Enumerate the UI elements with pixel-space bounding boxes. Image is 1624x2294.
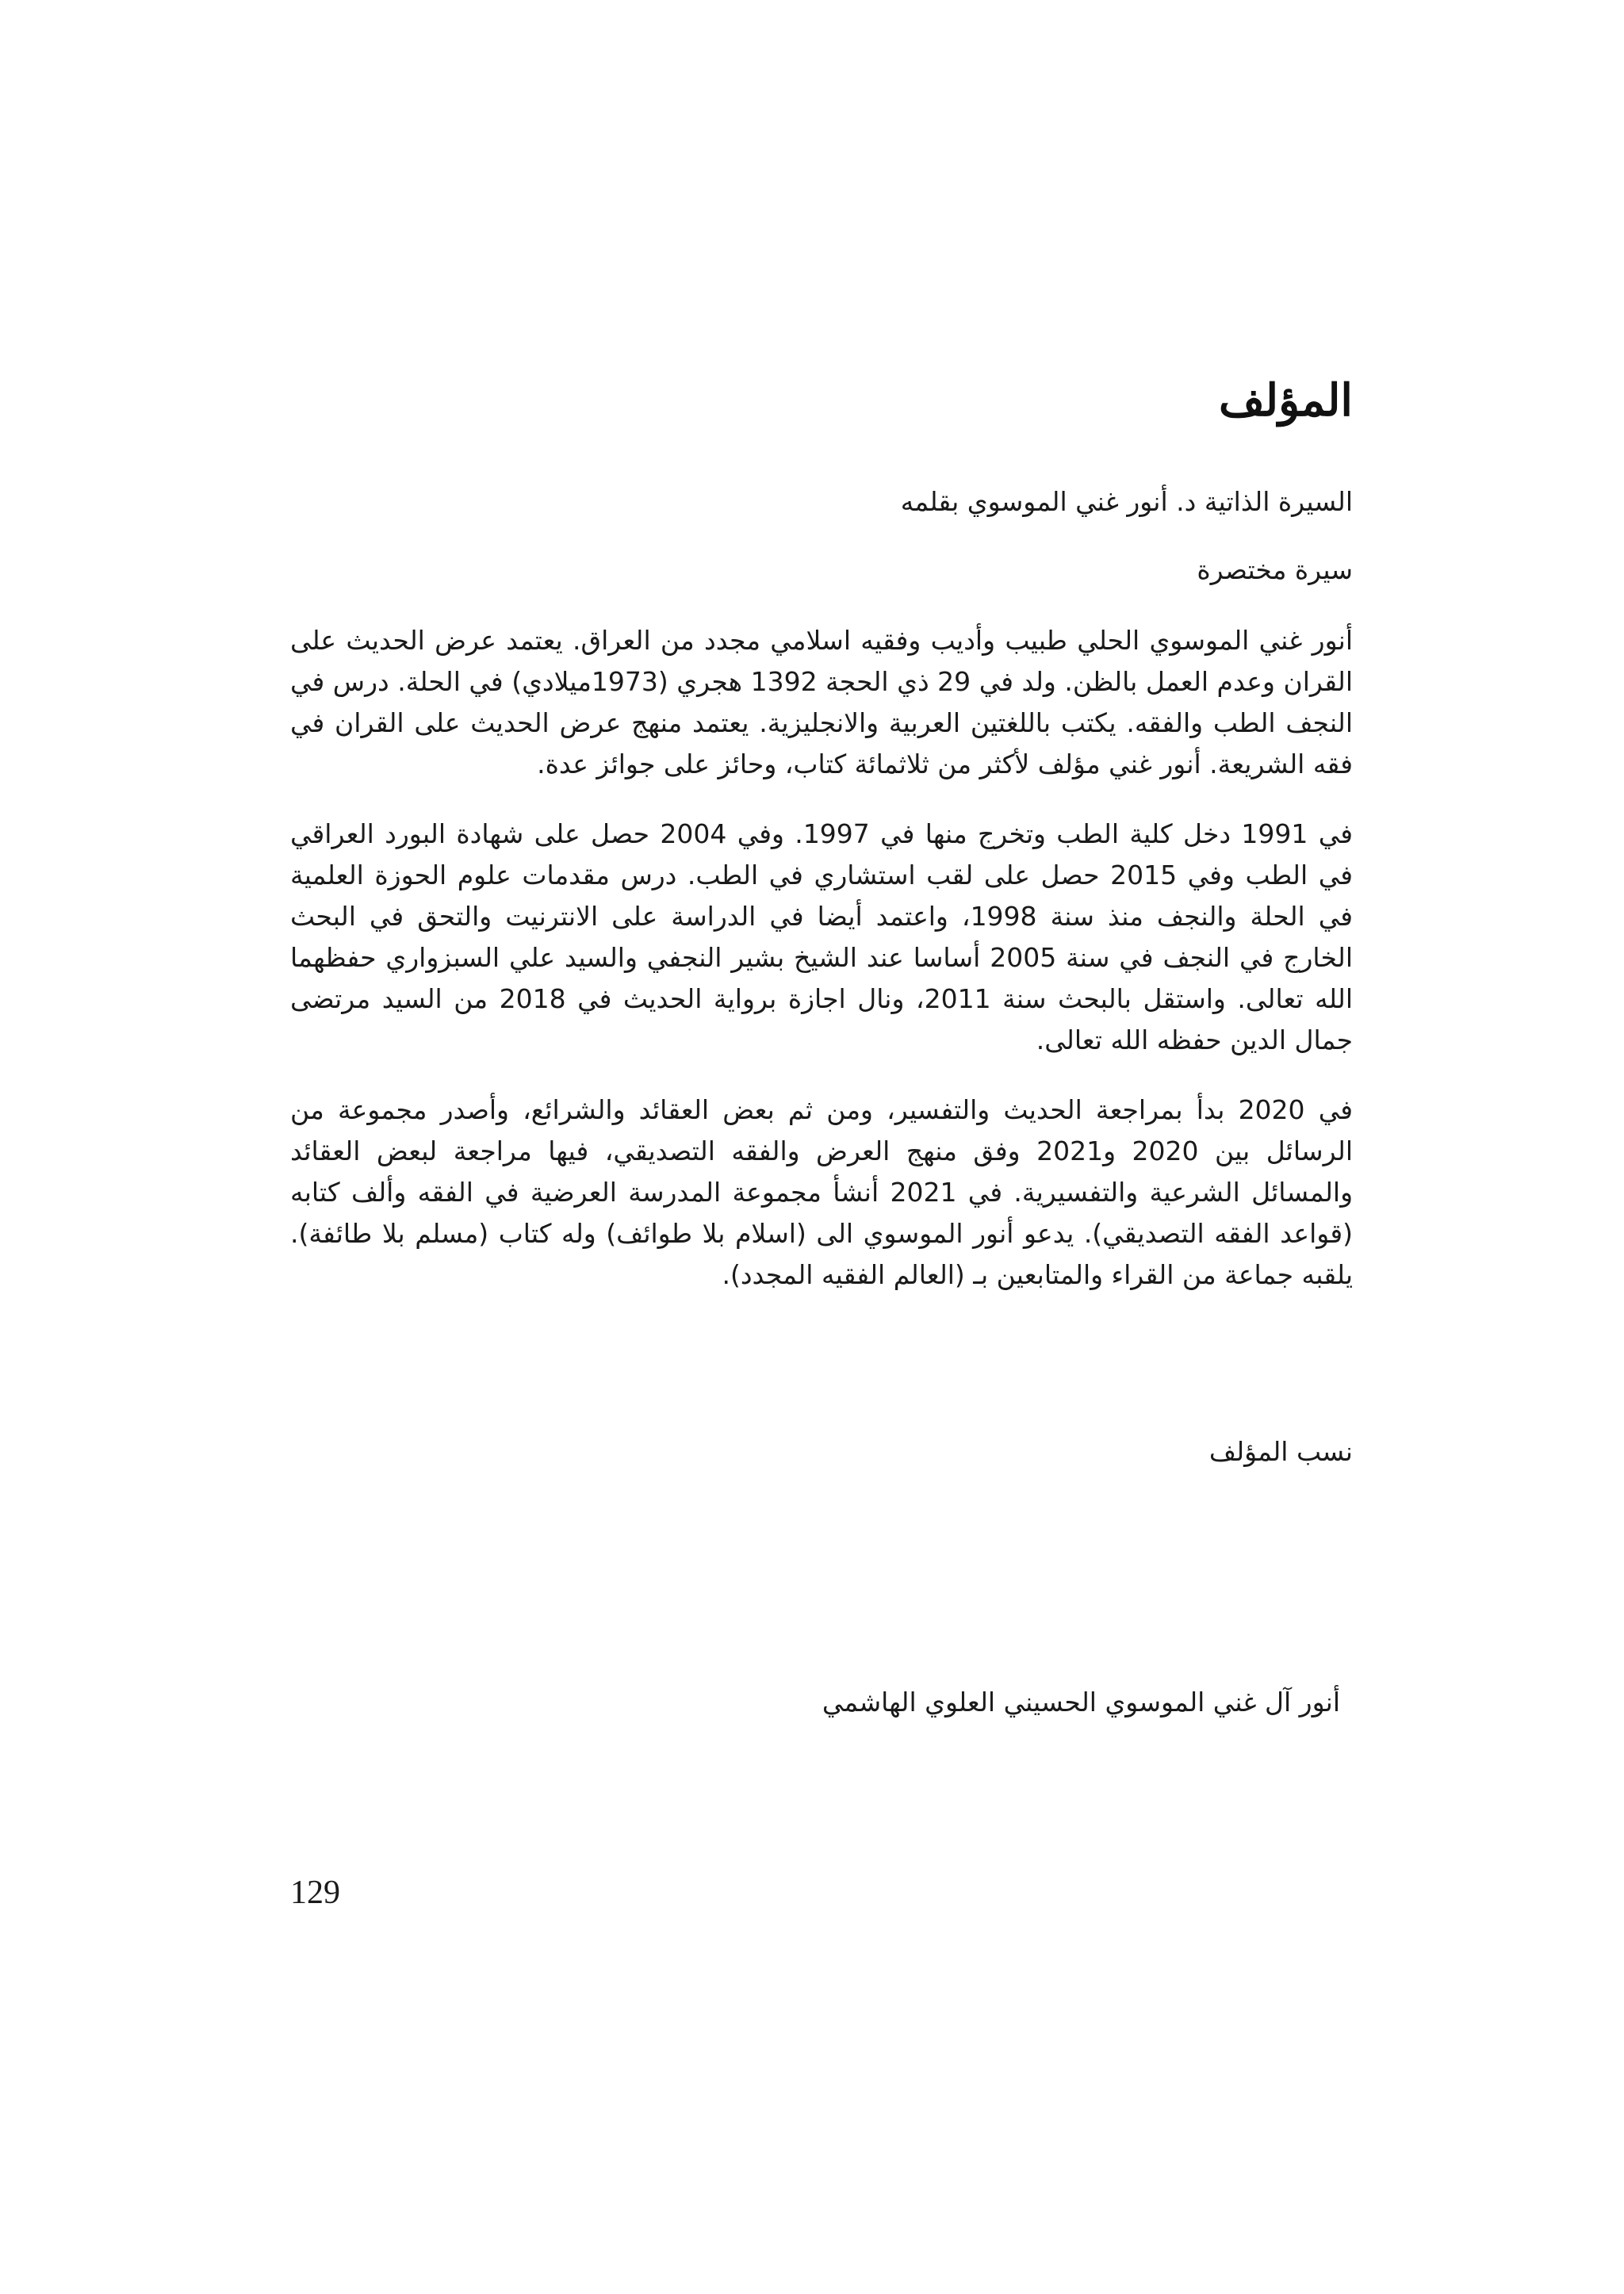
bio-paragraph-3: في 2020 بدأ بمراجعة الحديث والتفسير، ومن ثم بعض العقائد والشرائع، وأصدر مجموعة من الرسائل بين 2020 و2021 وفق منهج العرض والفقه التصديقي، فيها مراجعة لبعض العقائد والمسائل الشرعية والتفسيرية. في 2021 أنشأ مجموعة المدرسة العرضية في الفقه وألف كتابه (قواعد الفقه التصديقي). يدعو أنور الموسوي الى (اسلام بلا طوائف) وله كتاب (مسلم بلا طائفة). يلقبه جماعة من القراء والمتابعين بـ (العالم الفقيه المجدد). [290,1094,1354,1290]
bio-paragraph-2: في 1991 دخل كلية الطب وتخرج منها في 1997. وفي 2004 حصل على شهادة البورد العراقي في الطب وفي 2015 حصل على لقب استشاري في الطب. درس مقدمات علوم الحوزة العلمية في الحلة والنجف منذ سنة 1998، واعتمد أيضا في الدراسة على الانترنيت والتحق في البحث الخارج في النجف في سنة 2005 أساسا عند الشيخ بشير النجفي والسيد علي السبزواري حفظهما الله تعالى. واستقل بالبحث سنة 2011، ونال اجازة برواية الحديث في 2018 من السيد مرتضى جمال الدين حفظه الله تعالى. [290,818,1354,1055]
short-bio-label: سيرة مختصرة [1197,554,1353,585]
biography-body [290,620,1353,1296]
section-heading: المؤلف [1219,374,1353,427]
page-number: 129 [290,1875,340,1911]
lineage-name: أنور آل غني الموسوي الحسيني العلوي الهاشمي [822,1687,1340,1718]
bio-paragraph-1: أنور غني الموسوي الحلي طبيب وأديب وفقيه اسلامي مجدد من العراق. يعتمد عرض الحديث على القران وعدم العمل بالظن. ولد في 29 ذي الحجة 1392 هجري (1973ميلادي) في الحلة. درس في النجف الطب والفقه. يكتب باللغتين العربية والانجليزية. يعتمد منهج عرض الحديث على القران في فقه الشريعة. أنور غني مؤلف لأكثر من ثلاثمائة كتاب، وحائز على جوائز عدة. [290,625,1353,779]
page-content [290,373,1353,1324]
lineage-label: نسب المؤلف [1208,1436,1353,1467]
bio-title: السيرة الذاتية د. أنور غني الموسوي بقلمه [900,486,1353,517]
